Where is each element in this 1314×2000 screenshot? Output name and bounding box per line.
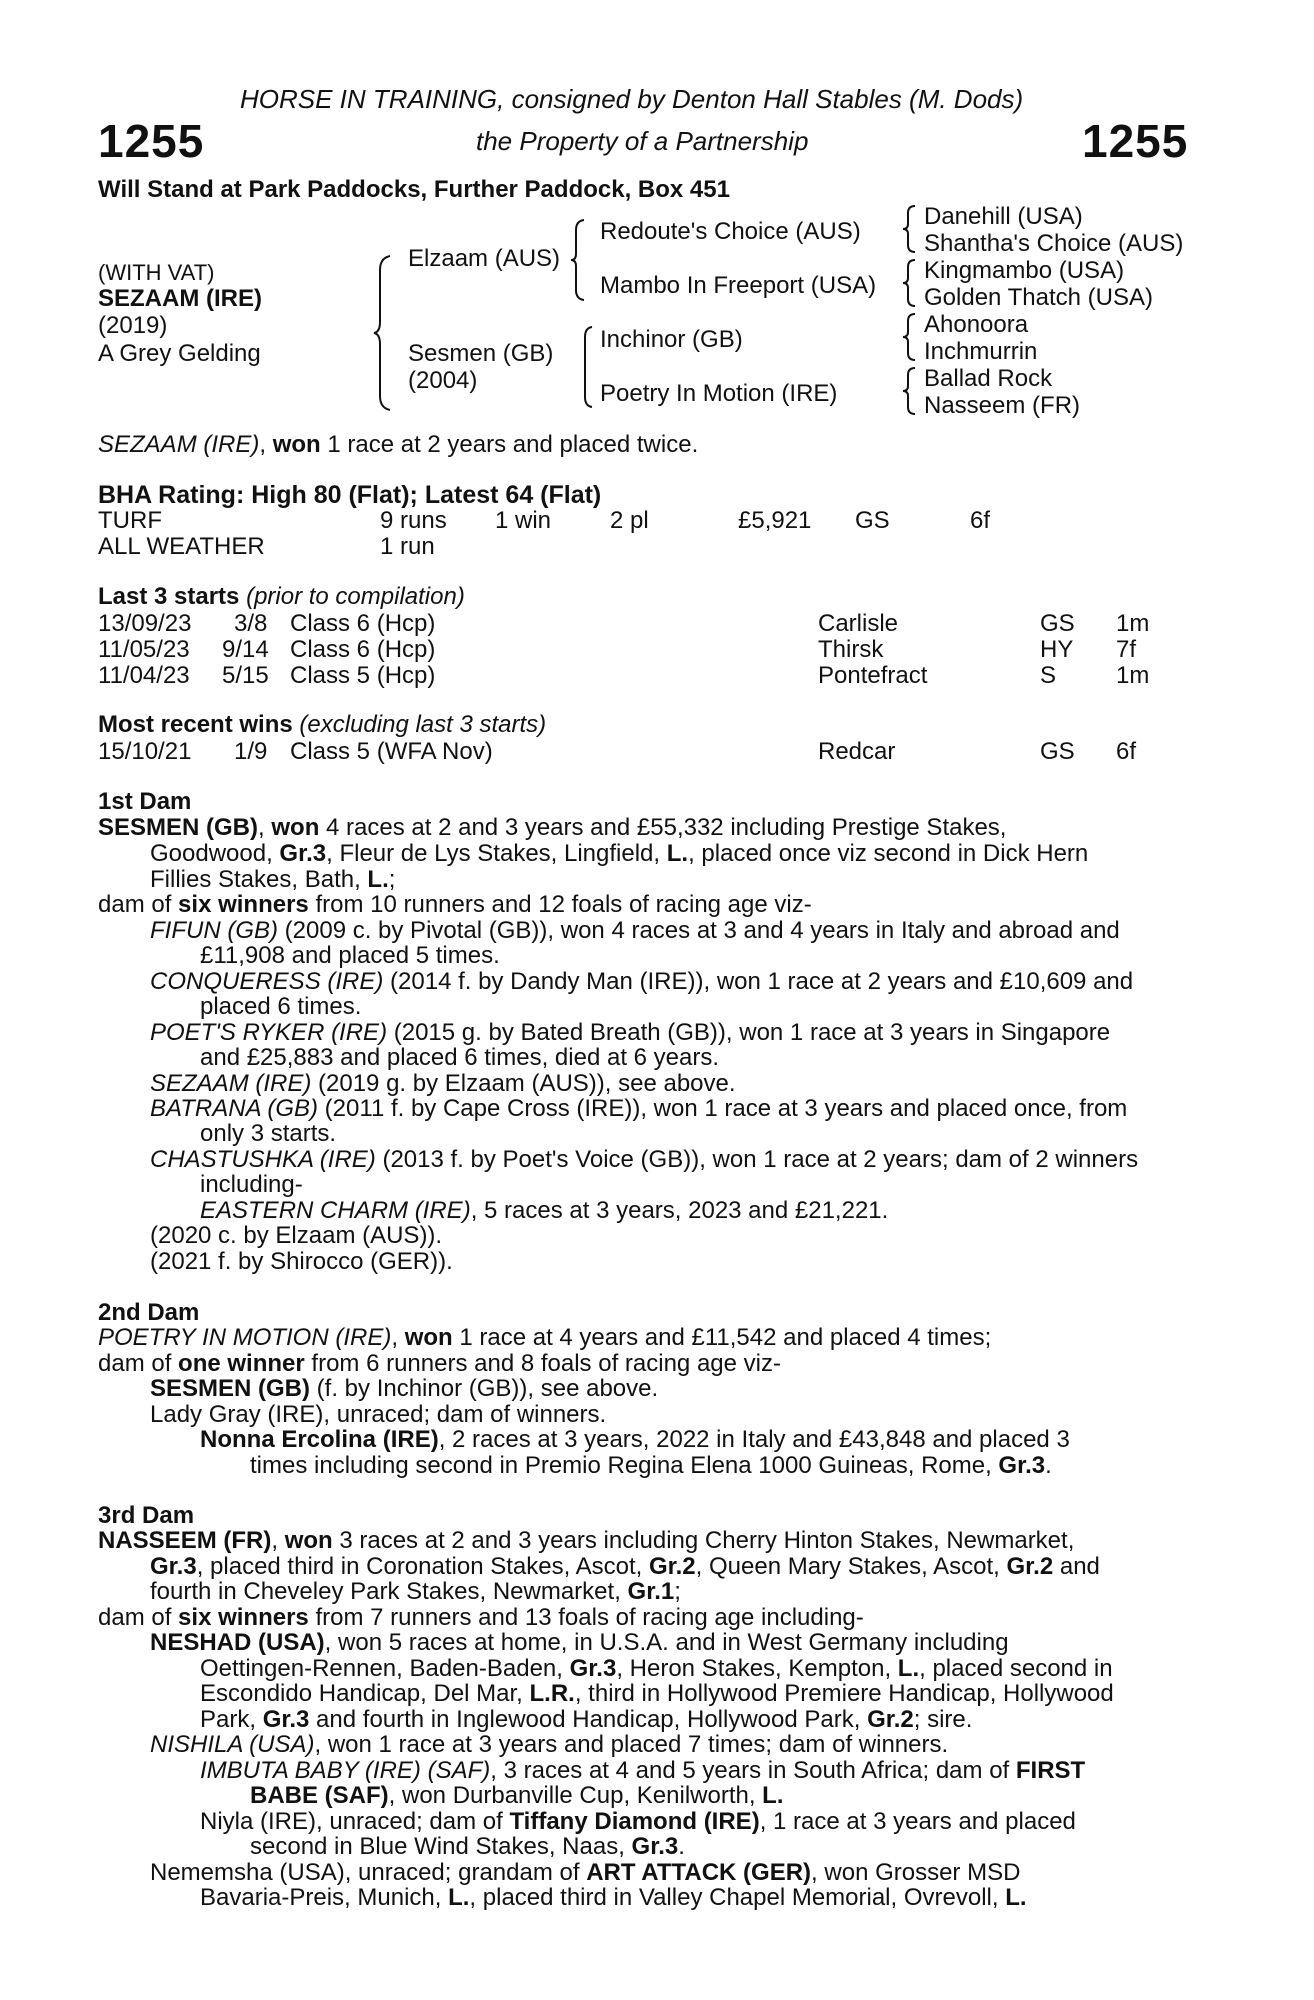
dam-year: (2004) bbox=[408, 367, 478, 394]
pedigree-brace-g3 bbox=[902, 312, 918, 362]
aw-runs: 1 run bbox=[380, 533, 435, 560]
produce-line: Nonna Ercolina (IRE), 2 races at 3 years, 2022 in Italy and £43,848 and placed 3 bbox=[200, 1426, 1070, 1453]
produce-line: Oettingen-Rennen, Baden-Baden, Gr.3, Heron Stakes, Kempton, L., placed second in bbox=[200, 1655, 1113, 1682]
pedigree-brace-main bbox=[372, 254, 394, 412]
dam3-line: NASSEEM (FR), won 3 races at 2 and 3 years including Cherry Hinton Stakes, Newmarket, bbox=[98, 1527, 1075, 1554]
start-class: Class 6 (Hcp) bbox=[290, 610, 436, 637]
start-date: 11/04/23 bbox=[98, 662, 190, 689]
last3-heading bbox=[98, 584, 465, 610]
dam1-line: Fillies Stakes, Bath, L.; bbox=[150, 866, 396, 893]
pedigree-brace-g1 bbox=[902, 204, 918, 254]
start-course: Pontefract bbox=[818, 662, 928, 689]
produce-line: (2021 f. by Shirocco (GER)). bbox=[150, 1248, 453, 1275]
aw-label: ALL WEATHER bbox=[98, 533, 265, 560]
dam2-line: POETRY IN MOTION (IRE), won 1 race at 4 years and £11,542 and placed 4 times; bbox=[98, 1324, 992, 1351]
consignor-line: HORSE IN TRAINING, consigned by Denton Hall Stables (M. Dods) bbox=[240, 84, 1024, 114]
g4-ancestor-5: Ahonoora bbox=[924, 311, 1029, 338]
dam1-won: won bbox=[271, 814, 320, 841]
turf-going: GS bbox=[855, 507, 890, 534]
summary-rest: 1 race at 2 years and placed twice. bbox=[320, 431, 699, 458]
produce-line: POET'S RYKER (IRE) (2015 g. by Bated Breath (GB)), won 1 race at 3 years in Singapore bbox=[150, 1019, 1111, 1046]
race-summary: SEZAAM (IRE), won 1 race at 2 years and placed twice. bbox=[98, 431, 699, 458]
pedigree-brace-g2 bbox=[902, 258, 918, 308]
produce-line: Niyla (IRE), unraced; dam of Tiffany Diamond (IRE), 1 race at 3 years and placed bbox=[200, 1808, 1076, 1835]
produce-line: including- bbox=[200, 1171, 303, 1198]
start-going: HY bbox=[1040, 636, 1074, 663]
start-position: 9/14 bbox=[222, 636, 269, 663]
produce-line: times including second in Premio Regina Elena 1000 Guineas, Rome, Gr.3. bbox=[250, 1452, 1052, 1479]
turf-placed: 2 pl bbox=[610, 507, 649, 534]
turf-prize: £5,921 bbox=[738, 507, 812, 534]
dam-dam: Poetry In Motion (IRE) bbox=[600, 380, 838, 407]
g4-ancestor-4: Golden Thatch (USA) bbox=[924, 284, 1153, 311]
dam2-heading: 2nd Dam bbox=[98, 1299, 200, 1326]
g4-ancestor-1: Danehill (USA) bbox=[924, 203, 1083, 230]
win-class: Class 5 (WFA Nov) bbox=[290, 738, 493, 765]
recent-note: (excluding last 3 starts) bbox=[299, 711, 547, 738]
horse-year: (2019) bbox=[98, 312, 168, 339]
g4-ancestor-2: Shantha's Choice (AUS) bbox=[924, 230, 1184, 257]
win-course: Redcar bbox=[818, 738, 896, 765]
produce-line: NISHILA (USA), won 1 race at 3 years and placed 7 times; dam of winners. bbox=[150, 1731, 949, 1758]
dam1-line: Goodwood, Gr.3, Fleur de Lys Stakes, Lingfield, L., placed once viz second in Dick Hern bbox=[150, 840, 1089, 867]
win-distance: 6f bbox=[1116, 738, 1137, 765]
sire-name: Elzaam (AUS) bbox=[408, 245, 561, 272]
produce-line: BABE (SAF), won Durbanville Cup, Kenilworth, L. bbox=[250, 1782, 784, 1809]
produce-line: NESHAD (USA), won 5 races at home, in U.S.A. and in West Germany including bbox=[150, 1629, 1009, 1656]
pedigree-brace-sire bbox=[570, 218, 588, 302]
dam3-line: Gr.3, placed third in Coronation Stakes, Ascot, Gr.2, Queen Mary Stakes, Ascot, Gr.2 and bbox=[150, 1553, 1100, 1580]
produce-line: SEZAAM (IRE) (2019 g. by Elzaam (AUS)), see above. bbox=[150, 1070, 736, 1097]
start-going: GS bbox=[1040, 610, 1075, 637]
start-course: Thirsk bbox=[818, 636, 884, 663]
dam2-name: POETRY IN MOTION (IRE) bbox=[98, 1324, 392, 1351]
sire-dam: Mambo In Freeport (USA) bbox=[600, 272, 877, 299]
last3-note: (prior to compilation) bbox=[246, 583, 465, 610]
pedigree-brace-dam bbox=[580, 325, 594, 409]
start-going: S bbox=[1040, 662, 1057, 689]
dam3-line: fourth in Cheveley Park Stakes, Newmarket, Gr.1; bbox=[150, 1578, 681, 1605]
produce-line: SESMEN (GB) (f. by Inchinor (GB)), see above. bbox=[150, 1375, 659, 1402]
produce-line: Lady Gray (IRE), unraced; dam of winners. bbox=[150, 1401, 607, 1428]
turf-distance: 6f bbox=[970, 507, 991, 534]
produce-line: Nememsha (USA), unraced; grandam of ART ATTACK (GER), won Grosser MSD bbox=[150, 1859, 1021, 1886]
produce-line: £11,908 and placed 5 times. bbox=[200, 942, 500, 969]
start-distance: 1m bbox=[1116, 662, 1150, 689]
turf-runs: 9 runs bbox=[380, 507, 447, 534]
dam-name: Sesmen (GB) bbox=[408, 340, 554, 367]
lot-number-right: 1255 bbox=[1082, 115, 1189, 167]
summary-name: SEZAAM (IRE) bbox=[98, 431, 260, 458]
horse-name: SEZAAM (IRE) bbox=[98, 285, 262, 312]
sire-sire: Redoute's Choice (AUS) bbox=[600, 218, 861, 245]
g4-ancestor-7: Ballad Rock bbox=[924, 365, 1053, 392]
turf-wins: 1 win bbox=[495, 507, 552, 534]
lot-number-left: 1255 bbox=[98, 115, 205, 167]
produce-line: second in Blue Wind Stakes, Naas, Gr.3. bbox=[250, 1833, 685, 1860]
produce-line: (2020 c. by Elzaam (AUS)). bbox=[150, 1222, 443, 1249]
produce-line: Park, Gr.3 and fourth in Inglewood Handicap, Hollywood Park, Gr.2; sire. bbox=[200, 1706, 973, 1733]
dam1-text: 4 races at 2 and 3 years and £55,332 including Prestige Stakes, bbox=[326, 814, 1007, 841]
win-going: GS bbox=[1040, 738, 1075, 765]
summary-won: won bbox=[272, 431, 321, 458]
pedigree-brace-g4 bbox=[902, 366, 918, 416]
recent-wins-heading bbox=[98, 712, 546, 738]
dam1-line: dam of six winners from 10 runners and 12 foals of racing age viz- bbox=[98, 891, 812, 918]
win-position: 1/9 bbox=[234, 738, 268, 765]
produce-line: EASTERN CHARM (IRE), 5 races at 3 years, 2023 and £21,221. bbox=[200, 1197, 889, 1224]
produce-line: IMBUTA BABY (IRE) (SAF), 3 races at 4 and 5 years in South Africa; dam of FIRST bbox=[200, 1757, 1086, 1784]
produce-line: placed 6 times. bbox=[200, 993, 362, 1020]
produce-line: CHASTUSHKA (IRE) (2013 f. by Poet's Voice (GB)), won 1 race at 2 years; dam of 2 winners bbox=[150, 1146, 1139, 1173]
produce-line: and £25,883 and placed 6 times, died at 6 years. bbox=[200, 1044, 720, 1071]
start-distance: 1m bbox=[1116, 610, 1150, 637]
g4-ancestor-3: Kingmambo (USA) bbox=[924, 257, 1125, 284]
g4-ancestor-8: Nasseem (FR) bbox=[924, 392, 1081, 419]
start-date: 11/05/23 bbox=[98, 636, 190, 663]
start-date: 13/09/23 bbox=[98, 610, 192, 637]
dam3-line: dam of six winners from 7 runners and 13 foals of racing age including- bbox=[98, 1604, 864, 1631]
horse-description: A Grey Gelding bbox=[98, 340, 261, 367]
g4-ancestor-6: Inchmurrin bbox=[924, 338, 1038, 365]
dam1-name: SESMEN (GB) bbox=[98, 814, 259, 841]
start-course: Carlisle bbox=[818, 610, 899, 637]
start-position: 5/15 bbox=[222, 662, 269, 689]
dam3-name: NASSEEM (FR) bbox=[98, 1527, 272, 1554]
win-date: 15/10/21 bbox=[98, 738, 192, 765]
start-distance: 7f bbox=[1116, 636, 1137, 663]
produce-line: CONQUERESS (IRE) (2014 f. by Dandy Man (IRE)), won 1 race at 2 years and £10,609 and bbox=[150, 968, 1134, 995]
turf-label: TURF bbox=[98, 507, 162, 534]
dam2-line: dam of one winner from 6 runners and 8 foals of racing age viz- bbox=[98, 1350, 781, 1377]
recent-title: Most recent wins bbox=[98, 711, 293, 738]
produce-line: FIFUN (GB) (2009 c. by Pivotal (GB)), won 4 races at 3 and 4 years in Italy and abroad and bbox=[150, 917, 1120, 944]
location-line: Will Stand at Park Paddocks, Further Paddock, Box 451 bbox=[98, 176, 730, 203]
start-class: Class 6 (Hcp) bbox=[290, 636, 436, 663]
vat-label: (WITH VAT) bbox=[98, 260, 215, 285]
last3-title: Last 3 starts bbox=[98, 583, 240, 610]
produce-line: BATRANA (GB) (2011 f. by Cape Cross (IRE)), won 1 race at 3 years and placed once, from bbox=[150, 1095, 1128, 1122]
produce-line: only 3 starts. bbox=[200, 1120, 337, 1147]
start-class: Class 5 (Hcp) bbox=[290, 662, 436, 689]
dam1-line: SESMEN (GB), won 4 races at 2 and 3 years and £55,332 including Prestige Stakes, bbox=[98, 814, 1007, 841]
dam1-heading: 1st Dam bbox=[98, 788, 192, 815]
dam3-heading: 3rd Dam bbox=[98, 1502, 195, 1529]
produce-line: Bavaria-Preis, Munich, L., placed third in Valley Chapel Memorial, Ovrevoll, L. bbox=[200, 1884, 1027, 1911]
bha-rating-heading: BHA Rating: High 80 (Flat); Latest 64 (Flat) bbox=[98, 481, 602, 509]
property-line: the Property of a Partnership bbox=[476, 126, 809, 156]
produce-line: Escondido Handicap, Del Mar, L.R., third in Hollywood Premiere Handicap, Hollywood bbox=[200, 1680, 1114, 1707]
dam-sire: Inchinor (GB) bbox=[600, 326, 743, 353]
start-position: 3/8 bbox=[234, 610, 268, 637]
